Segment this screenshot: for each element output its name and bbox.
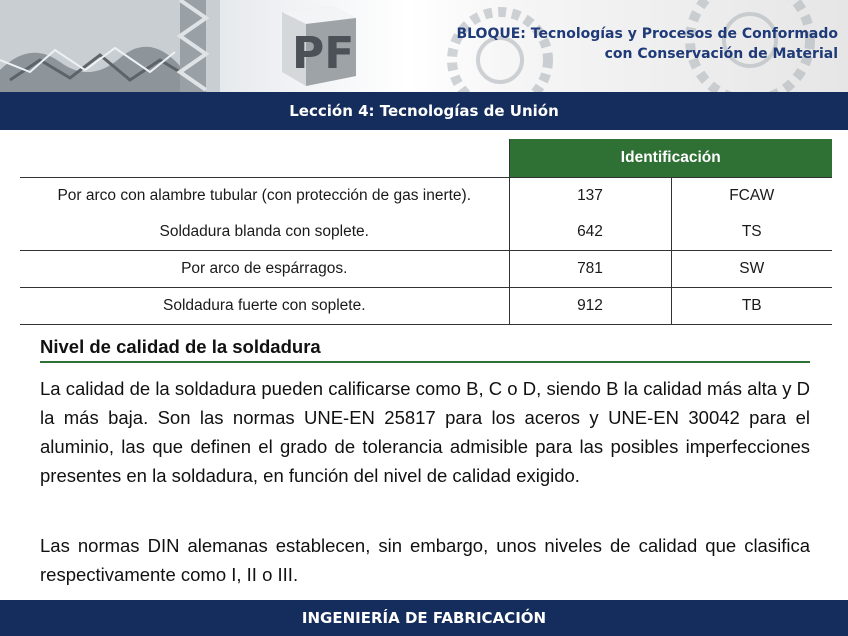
table-row [20, 251, 832, 288]
svg-text:PF: PF [292, 28, 355, 79]
number-cell: 642 [509, 214, 671, 251]
code-cell: TS [671, 214, 832, 251]
table-header-identificacion: Identificación [509, 139, 832, 178]
process-cell: Por arco de espárragos. [20, 251, 509, 288]
process-cell: Soldadura fuerte con soplete. [20, 288, 509, 325]
pf-logo-icon [272, 2, 364, 90]
number-cell: 912 [509, 288, 671, 325]
table-row [20, 178, 832, 215]
footer-bar: INGENIERÍA DE FABRICACIÓN [0, 600, 848, 636]
code-cell: SW [671, 251, 832, 288]
section-heading: Nivel de calidad de la soldadura [40, 336, 810, 363]
header-banner [0, 0, 848, 92]
metal-shavings-image [0, 0, 220, 92]
block-title-line1: BLOQUE: Tecnologías y Procesos de Conformado [456, 26, 838, 42]
table-row [20, 288, 832, 325]
code-cell: TB [671, 288, 832, 325]
number-cell: 781 [509, 251, 671, 288]
process-cell: Soldadura blanda con soplete. [159, 223, 369, 240]
number-cell: 137 [509, 178, 671, 215]
lesson-title: Lección 4: Tecnologías de Unión [0, 92, 848, 130]
table-row [20, 214, 832, 251]
identification-table [20, 139, 832, 325]
paragraph-quality-levels: La calidad de la soldadura pueden calificarse como B, C o D, siendo B la calidad más alta y D la más baja. Son las normas UNE-EN 25817 para los aceros y UNE-EN 30042 para el aluminio, las que definen el grado de tolerancia admisible para las posibles imperfecciones presentes en la soldadura, en función del nivel de calidad exigido. [40, 378, 810, 486]
code-cell: FCAW [671, 178, 832, 215]
block-title [456, 24, 838, 64]
paragraph-din-norms: Las normas DIN alemanas establecen, sin embargo, unos niveles de calidad que clasifica respectivamente como I, II o III. [40, 535, 810, 585]
table-corner [20, 139, 509, 178]
block-title-line2: con Conservación de Material [604, 46, 838, 62]
process-cell: Por arco con alambre tubular (con protección de gas inerte). [20, 178, 509, 215]
